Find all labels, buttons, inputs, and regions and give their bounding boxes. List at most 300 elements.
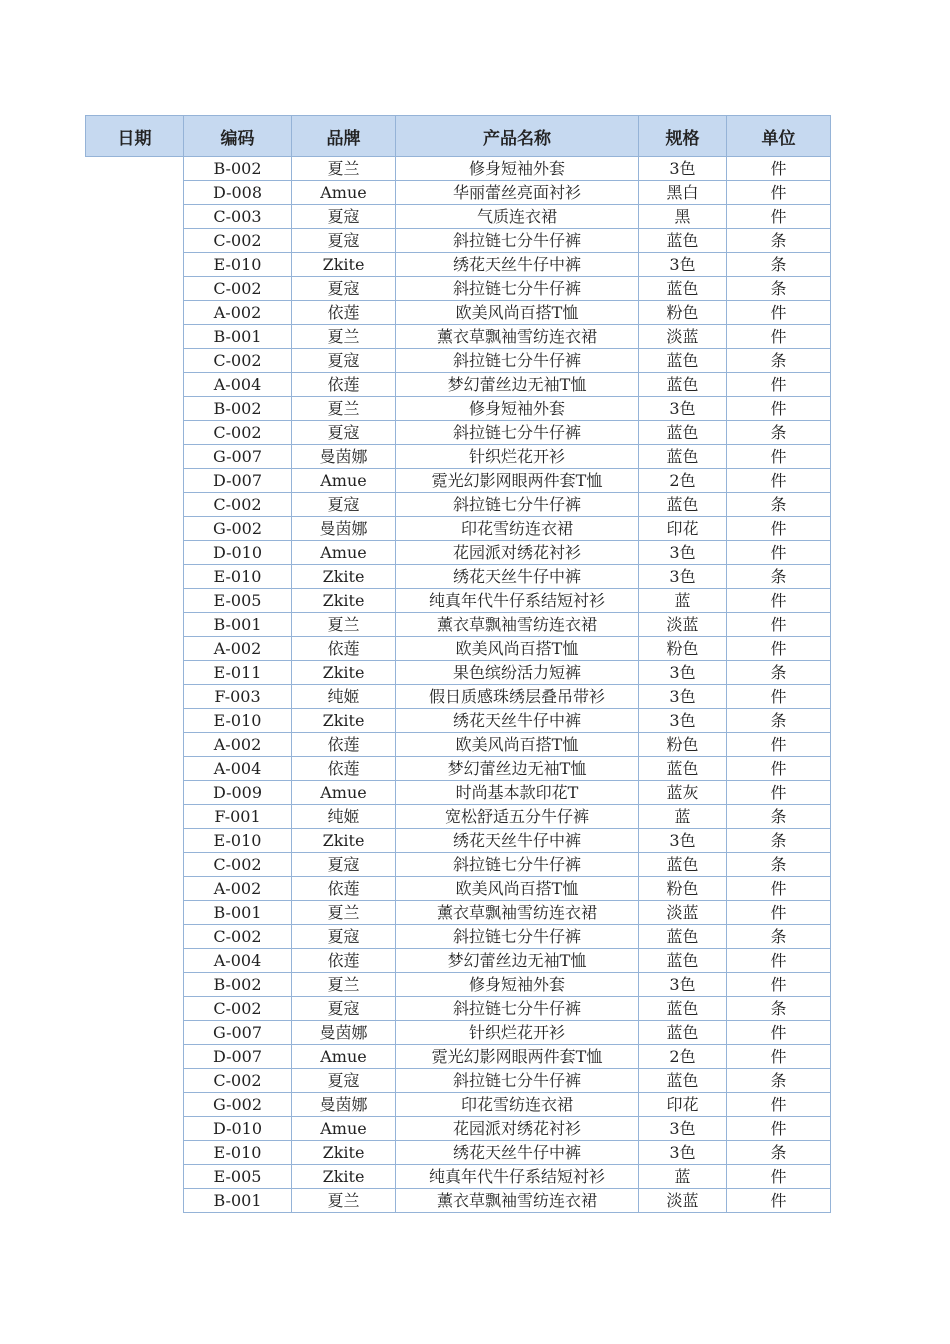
table-row [86, 1093, 831, 1117]
cell-unit[interactable]: 条 [727, 925, 831, 949]
cell-spec[interactable]: 淡蓝 [639, 613, 727, 637]
cell-product-name[interactable]: 针织烂花开衫 [396, 445, 639, 469]
table-row [86, 349, 831, 373]
cell-unit[interactable]: 条 [727, 805, 831, 829]
cell-code[interactable]: C-002 [184, 349, 292, 373]
cell-spec[interactable]: 蓝色 [639, 925, 727, 949]
cell-date[interactable] [86, 1165, 184, 1189]
table-row [86, 1117, 831, 1141]
cell-spec[interactable]: 淡蓝 [639, 1189, 727, 1213]
cell-product-name[interactable]: 薰衣草飘袖雪纺连衣裙 [396, 613, 639, 637]
cell-code[interactable]: D-007 [184, 1045, 292, 1069]
cell-date[interactable] [86, 397, 184, 421]
cell-code[interactable]: G-007 [184, 1021, 292, 1045]
cell-brand[interactable]: 纯姬 [292, 805, 396, 829]
cell-spec[interactable]: 粉色 [639, 637, 727, 661]
cell-date[interactable] [86, 205, 184, 229]
cell-code[interactable]: C-002 [184, 1069, 292, 1093]
cell-spec[interactable]: 蓝色 [639, 445, 727, 469]
cell-product-name[interactable]: 修身短袖外套 [396, 973, 639, 997]
cell-product-name[interactable]: 薰衣草飘袖雪纺连衣裙 [396, 1189, 639, 1213]
cell-unit[interactable]: 件 [727, 637, 831, 661]
cell-brand[interactable]: Amue [292, 1045, 396, 1069]
cell-unit[interactable]: 件 [727, 973, 831, 997]
cell-product-name[interactable]: 纯真年代牛仔系结短衬衫 [396, 589, 639, 613]
table-row [86, 181, 831, 205]
header-code[interactable]: 编码 [184, 116, 292, 157]
cell-unit[interactable]: 件 [727, 733, 831, 757]
cell-code[interactable]: B-002 [184, 157, 292, 181]
table-row [86, 925, 831, 949]
cell-spec[interactable]: 黑白 [639, 181, 727, 205]
cell-product-name[interactable]: 华丽蕾丝亮面衬衫 [396, 181, 639, 205]
cell-date[interactable] [86, 973, 184, 997]
cell-product-name[interactable]: 梦幻蕾丝边无袖T恤 [396, 373, 639, 397]
cell-spec[interactable]: 蓝色 [639, 853, 727, 877]
cell-unit[interactable]: 条 [727, 709, 831, 733]
cell-spec[interactable]: 3色 [639, 1117, 727, 1141]
header-spec[interactable]: 规格 [639, 116, 727, 157]
cell-brand[interactable]: 夏兰 [292, 1189, 396, 1213]
cell-brand[interactable]: 夏兰 [292, 613, 396, 637]
cell-code[interactable]: G-002 [184, 517, 292, 541]
cell-date[interactable] [86, 253, 184, 277]
cell-date[interactable] [86, 469, 184, 493]
cell-product-name[interactable]: 霓光幻影网眼两件套T恤 [396, 469, 639, 493]
cell-spec[interactable]: 蓝色 [639, 349, 727, 373]
cell-unit[interactable]: 条 [727, 829, 831, 853]
cell-code[interactable]: D-010 [184, 1117, 292, 1141]
cell-unit[interactable]: 件 [727, 397, 831, 421]
cell-unit[interactable]: 条 [727, 421, 831, 445]
cell-brand[interactable]: 夏寇 [292, 925, 396, 949]
cell-product-name[interactable]: 花园派对绣花衬衫 [396, 541, 639, 565]
cell-brand[interactable]: 曼茵娜 [292, 517, 396, 541]
cell-code[interactable]: E-010 [184, 253, 292, 277]
cell-product-name[interactable]: 时尚基本款印花T [396, 781, 639, 805]
cell-unit[interactable]: 件 [727, 781, 831, 805]
table-row [86, 493, 831, 517]
cell-brand[interactable]: Zkite [292, 1141, 396, 1165]
cell-brand[interactable]: Amue [292, 1117, 396, 1141]
cell-code[interactable]: C-002 [184, 421, 292, 445]
cell-spec[interactable]: 黑 [639, 205, 727, 229]
table-row [86, 829, 831, 853]
cell-code[interactable]: D-009 [184, 781, 292, 805]
cell-spec[interactable]: 3色 [639, 541, 727, 565]
table-row [86, 973, 831, 997]
cell-unit[interactable]: 件 [727, 1045, 831, 1069]
cell-brand[interactable]: 夏寇 [292, 421, 396, 445]
cell-spec[interactable]: 粉色 [639, 301, 727, 325]
cell-product-name[interactable]: 斜拉链七分牛仔裤 [396, 997, 639, 1021]
table-row [86, 1045, 831, 1069]
cell-product-name[interactable]: 气质连衣裙 [396, 205, 639, 229]
cell-spec[interactable]: 3色 [639, 565, 727, 589]
cell-code[interactable]: C-002 [184, 277, 292, 301]
cell-unit[interactable]: 条 [727, 229, 831, 253]
cell-brand[interactable]: 夏寇 [292, 493, 396, 517]
cell-spec[interactable]: 3色 [639, 709, 727, 733]
cell-unit[interactable]: 条 [727, 349, 831, 373]
cell-code[interactable]: D-010 [184, 541, 292, 565]
cell-spec[interactable]: 3色 [639, 973, 727, 997]
cell-unit[interactable]: 条 [727, 853, 831, 877]
cell-product-name[interactable]: 印花雪纺连衣裙 [396, 517, 639, 541]
cell-brand[interactable]: 夏寇 [292, 1069, 396, 1093]
cell-unit[interactable]: 条 [727, 1141, 831, 1165]
cell-date[interactable] [86, 421, 184, 445]
cell-code[interactable]: G-002 [184, 1093, 292, 1117]
cell-code[interactable]: D-008 [184, 181, 292, 205]
cell-unit[interactable]: 件 [727, 157, 831, 181]
cell-product-name[interactable]: 修身短袖外套 [396, 157, 639, 181]
cell-date[interactable] [86, 517, 184, 541]
cell-spec[interactable]: 蓝 [639, 805, 727, 829]
cell-date[interactable] [86, 1117, 184, 1141]
cell-spec[interactable]: 蓝色 [639, 1069, 727, 1093]
cell-brand[interactable]: Zkite [292, 829, 396, 853]
cell-date[interactable] [86, 661, 184, 685]
cell-date[interactable] [86, 805, 184, 829]
table-row [86, 277, 831, 301]
cell-date[interactable] [86, 181, 184, 205]
cell-date[interactable] [86, 1069, 184, 1093]
cell-unit[interactable]: 件 [727, 373, 831, 397]
cell-date[interactable] [86, 325, 184, 349]
cell-code[interactable]: E-005 [184, 1165, 292, 1189]
cell-unit[interactable]: 件 [727, 1093, 831, 1117]
cell-spec[interactable]: 2色 [639, 469, 727, 493]
cell-product-name[interactable]: 薰衣草飘袖雪纺连衣裙 [396, 901, 639, 925]
cell-date[interactable] [86, 997, 184, 1021]
table-row [86, 685, 831, 709]
cell-product-name[interactable]: 梦幻蕾丝边无袖T恤 [396, 757, 639, 781]
cell-date[interactable] [86, 277, 184, 301]
table-row [86, 637, 831, 661]
header-brand[interactable]: 品牌 [292, 116, 396, 157]
cell-brand[interactable]: Amue [292, 541, 396, 565]
cell-date[interactable] [86, 349, 184, 373]
cell-spec[interactable]: 蓝 [639, 589, 727, 613]
cell-brand[interactable]: Zkite [292, 661, 396, 685]
cell-product-name[interactable]: 欧美风尚百搭T恤 [396, 301, 639, 325]
cell-brand[interactable]: 依莲 [292, 733, 396, 757]
cell-date[interactable] [86, 877, 184, 901]
cell-code[interactable]: A-004 [184, 757, 292, 781]
cell-product-name[interactable]: 霓光幻影网眼两件套T恤 [396, 1045, 639, 1069]
cell-spec[interactable]: 粉色 [639, 733, 727, 757]
cell-unit[interactable]: 件 [727, 181, 831, 205]
cell-spec[interactable]: 蓝色 [639, 949, 727, 973]
cell-brand[interactable]: 依莲 [292, 373, 396, 397]
cell-brand[interactable]: Zkite [292, 565, 396, 589]
cell-spec[interactable]: 2色 [639, 1045, 727, 1069]
cell-brand[interactable]: 夏兰 [292, 901, 396, 925]
cell-spec[interactable]: 3色 [639, 685, 727, 709]
cell-unit[interactable]: 件 [727, 517, 831, 541]
table-row [86, 1165, 831, 1189]
cell-spec[interactable]: 蓝色 [639, 493, 727, 517]
cell-product-name[interactable]: 果色缤纷活力短裤 [396, 661, 639, 685]
cell-date[interactable] [86, 613, 184, 637]
cell-brand[interactable]: 依莲 [292, 877, 396, 901]
cell-date[interactable] [86, 733, 184, 757]
cell-product-name[interactable]: 假日质感珠绣层叠吊带衫 [396, 685, 639, 709]
cell-product-name[interactable]: 修身短袖外套 [396, 397, 639, 421]
cell-date[interactable] [86, 853, 184, 877]
cell-brand[interactable]: 依莲 [292, 301, 396, 325]
cell-product-name[interactable]: 梦幻蕾丝边无袖T恤 [396, 949, 639, 973]
header-product-name[interactable]: 产品名称 [396, 116, 639, 157]
cell-brand[interactable]: 夏兰 [292, 973, 396, 997]
cell-unit[interactable]: 条 [727, 253, 831, 277]
cell-product-name[interactable]: 欧美风尚百搭T恤 [396, 877, 639, 901]
cell-code[interactable]: E-010 [184, 709, 292, 733]
cell-brand[interactable]: Amue [292, 781, 396, 805]
table-row [86, 781, 831, 805]
cell-unit[interactable]: 条 [727, 997, 831, 1021]
cell-product-name[interactable]: 宽松舒适五分牛仔裤 [396, 805, 639, 829]
cell-date[interactable] [86, 565, 184, 589]
cell-spec[interactable]: 蓝色 [639, 1021, 727, 1045]
cell-code[interactable]: A-002 [184, 637, 292, 661]
table-row [86, 397, 831, 421]
cell-unit[interactable]: 件 [727, 301, 831, 325]
cell-code[interactable]: A-002 [184, 877, 292, 901]
cell-code[interactable]: D-007 [184, 469, 292, 493]
cell-code[interactable]: A-004 [184, 373, 292, 397]
cell-brand[interactable]: 曼茵娜 [292, 1021, 396, 1045]
cell-product-name[interactable]: 印花雪纺连衣裙 [396, 1093, 639, 1117]
cell-spec[interactable]: 印花 [639, 517, 727, 541]
cell-spec[interactable]: 蓝 [639, 1165, 727, 1189]
cell-date[interactable] [86, 949, 184, 973]
cell-unit[interactable]: 件 [727, 205, 831, 229]
cell-unit[interactable]: 条 [727, 493, 831, 517]
cell-code[interactable]: B-001 [184, 613, 292, 637]
cell-code[interactable]: A-004 [184, 949, 292, 973]
cell-spec[interactable]: 淡蓝 [639, 325, 727, 349]
cell-unit[interactable]: 件 [727, 685, 831, 709]
cell-date[interactable] [86, 157, 184, 181]
cell-unit[interactable]: 件 [727, 757, 831, 781]
cell-code[interactable]: E-005 [184, 589, 292, 613]
cell-date[interactable] [86, 901, 184, 925]
table-row [86, 1189, 831, 1213]
cell-spec[interactable]: 3色 [639, 397, 727, 421]
cell-brand[interactable]: 依莲 [292, 637, 396, 661]
cell-spec[interactable]: 蓝色 [639, 277, 727, 301]
table-row [86, 613, 831, 637]
cell-product-name[interactable]: 薰衣草飘袖雪纺连衣裙 [396, 325, 639, 349]
cell-product-name[interactable]: 欧美风尚百搭T恤 [396, 733, 639, 757]
cell-date[interactable] [86, 589, 184, 613]
cell-brand[interactable]: Amue [292, 181, 396, 205]
cell-spec[interactable]: 蓝色 [639, 421, 727, 445]
cell-product-name[interactable]: 欧美风尚百搭T恤 [396, 637, 639, 661]
cell-brand[interactable]: Zkite [292, 1165, 396, 1189]
cell-code[interactable]: A-002 [184, 301, 292, 325]
cell-unit[interactable]: 件 [727, 325, 831, 349]
cell-brand[interactable]: 夏寇 [292, 277, 396, 301]
cell-product-name[interactable]: 斜拉链七分牛仔裤 [396, 349, 639, 373]
cell-unit[interactable]: 条 [727, 565, 831, 589]
cell-date[interactable] [86, 757, 184, 781]
cell-code[interactable]: F-001 [184, 805, 292, 829]
cell-product-name[interactable]: 绣花天丝牛仔中裤 [396, 829, 639, 853]
cell-product-name[interactable]: 斜拉链七分牛仔裤 [396, 421, 639, 445]
cell-brand[interactable]: 夏寇 [292, 853, 396, 877]
cell-brand[interactable]: 依莲 [292, 757, 396, 781]
cell-date[interactable] [86, 493, 184, 517]
cell-code[interactable]: B-001 [184, 1189, 292, 1213]
cell-brand[interactable]: Amue [292, 469, 396, 493]
cell-unit[interactable]: 件 [727, 445, 831, 469]
cell-spec[interactable]: 蓝色 [639, 373, 727, 397]
cell-product-name[interactable]: 绣花天丝牛仔中裤 [396, 565, 639, 589]
cell-unit[interactable]: 条 [727, 661, 831, 685]
cell-code[interactable]: G-007 [184, 445, 292, 469]
cell-product-name[interactable]: 斜拉链七分牛仔裤 [396, 229, 639, 253]
cell-code[interactable]: F-003 [184, 685, 292, 709]
cell-unit[interactable]: 件 [727, 1021, 831, 1045]
cell-product-name[interactable]: 针织烂花开衫 [396, 1021, 639, 1045]
cell-code[interactable]: B-002 [184, 397, 292, 421]
cell-spec[interactable]: 3色 [639, 661, 727, 685]
cell-product-name[interactable]: 斜拉链七分牛仔裤 [396, 1069, 639, 1093]
cell-product-name[interactable]: 纯真年代牛仔系结短衬衫 [396, 1165, 639, 1189]
cell-date[interactable] [86, 541, 184, 565]
cell-brand[interactable]: Zkite [292, 253, 396, 277]
table-row [86, 949, 831, 973]
cell-brand[interactable]: Zkite [292, 709, 396, 733]
cell-date[interactable] [86, 229, 184, 253]
cell-unit[interactable]: 件 [727, 1189, 831, 1213]
header-unit[interactable]: 单位 [727, 116, 831, 157]
header-date[interactable]: 日期 [86, 116, 184, 157]
cell-unit[interactable]: 件 [727, 1165, 831, 1189]
cell-unit[interactable]: 条 [727, 277, 831, 301]
cell-code[interactable]: C-002 [184, 925, 292, 949]
cell-spec[interactable]: 粉色 [639, 877, 727, 901]
cell-code[interactable]: E-010 [184, 829, 292, 853]
cell-code[interactable]: B-001 [184, 325, 292, 349]
table-row [86, 661, 831, 685]
cell-unit[interactable]: 件 [727, 469, 831, 493]
cell-product-name[interactable]: 绣花天丝牛仔中裤 [396, 253, 639, 277]
cell-brand[interactable]: 曼茵娜 [292, 1093, 396, 1117]
cell-brand[interactable]: 夏寇 [292, 205, 396, 229]
cell-code[interactable]: C-003 [184, 205, 292, 229]
cell-product-name[interactable]: 花园派对绣花衬衫 [396, 1117, 639, 1141]
cell-date[interactable] [86, 301, 184, 325]
table-row [86, 469, 831, 493]
cell-code[interactable]: A-002 [184, 733, 292, 757]
cell-product-name[interactable]: 斜拉链七分牛仔裤 [396, 277, 639, 301]
cell-brand[interactable]: 曼茵娜 [292, 445, 396, 469]
cell-unit[interactable]: 件 [727, 541, 831, 565]
table-row [86, 157, 831, 181]
cell-date[interactable] [86, 925, 184, 949]
cell-spec[interactable]: 蓝色 [639, 997, 727, 1021]
cell-date[interactable] [86, 1021, 184, 1045]
cell-spec[interactable]: 3色 [639, 253, 727, 277]
cell-code[interactable]: E-011 [184, 661, 292, 685]
cell-code[interactable]: B-001 [184, 901, 292, 925]
cell-date[interactable] [86, 685, 184, 709]
table-row [86, 877, 831, 901]
cell-product-name[interactable]: 绣花天丝牛仔中裤 [396, 709, 639, 733]
cell-brand[interactable]: 依莲 [292, 949, 396, 973]
cell-code[interactable]: E-010 [184, 1141, 292, 1165]
table-row [86, 589, 831, 613]
cell-code[interactable]: C-002 [184, 997, 292, 1021]
cell-unit[interactable]: 件 [727, 613, 831, 637]
cell-unit[interactable]: 件 [727, 589, 831, 613]
cell-code[interactable]: E-010 [184, 565, 292, 589]
cell-spec[interactable]: 3色 [639, 829, 727, 853]
cell-product-name[interactable]: 绣花天丝牛仔中裤 [396, 1141, 639, 1165]
table-row [86, 229, 831, 253]
cell-brand[interactable]: 夏寇 [292, 349, 396, 373]
table-row [86, 709, 831, 733]
cell-unit[interactable]: 件 [727, 901, 831, 925]
table-row [86, 517, 831, 541]
cell-code[interactable]: C-002 [184, 229, 292, 253]
table-row [86, 901, 831, 925]
cell-product-name[interactable]: 斜拉链七分牛仔裤 [396, 853, 639, 877]
cell-brand[interactable]: 夏寇 [292, 997, 396, 1021]
cell-unit[interactable]: 件 [727, 1117, 831, 1141]
cell-product-name[interactable]: 斜拉链七分牛仔裤 [396, 493, 639, 517]
cell-spec[interactable]: 淡蓝 [639, 901, 727, 925]
cell-brand[interactable]: 夏兰 [292, 157, 396, 181]
cell-date[interactable] [86, 781, 184, 805]
cell-date[interactable] [86, 1141, 184, 1165]
cell-product-name[interactable]: 斜拉链七分牛仔裤 [396, 925, 639, 949]
cell-date[interactable] [86, 373, 184, 397]
cell-date[interactable] [86, 1093, 184, 1117]
cell-spec[interactable]: 印花 [639, 1093, 727, 1117]
table-row [86, 541, 831, 565]
cell-unit[interactable]: 件 [727, 949, 831, 973]
cell-date[interactable] [86, 1189, 184, 1213]
cell-spec[interactable]: 蓝色 [639, 229, 727, 253]
cell-unit[interactable]: 件 [727, 877, 831, 901]
cell-brand[interactable]: Zkite [292, 589, 396, 613]
cell-spec[interactable]: 蓝灰 [639, 781, 727, 805]
cell-brand[interactable]: 夏兰 [292, 397, 396, 421]
cell-date[interactable] [86, 637, 184, 661]
cell-brand[interactable]: 夏兰 [292, 325, 396, 349]
cell-code[interactable]: C-002 [184, 493, 292, 517]
cell-date[interactable] [86, 709, 184, 733]
cell-brand[interactable]: 夏寇 [292, 229, 396, 253]
table-row [86, 1021, 831, 1045]
cell-date[interactable] [86, 445, 184, 469]
cell-brand[interactable]: 纯姬 [292, 685, 396, 709]
table-row [86, 205, 831, 229]
cell-code[interactable]: B-002 [184, 973, 292, 997]
cell-date[interactable] [86, 1045, 184, 1069]
cell-code[interactable]: C-002 [184, 853, 292, 877]
cell-spec[interactable]: 3色 [639, 1141, 727, 1165]
cell-spec[interactable]: 3色 [639, 157, 727, 181]
cell-date[interactable] [86, 829, 184, 853]
cell-unit[interactable]: 条 [727, 1069, 831, 1093]
cell-spec[interactable]: 蓝色 [639, 757, 727, 781]
